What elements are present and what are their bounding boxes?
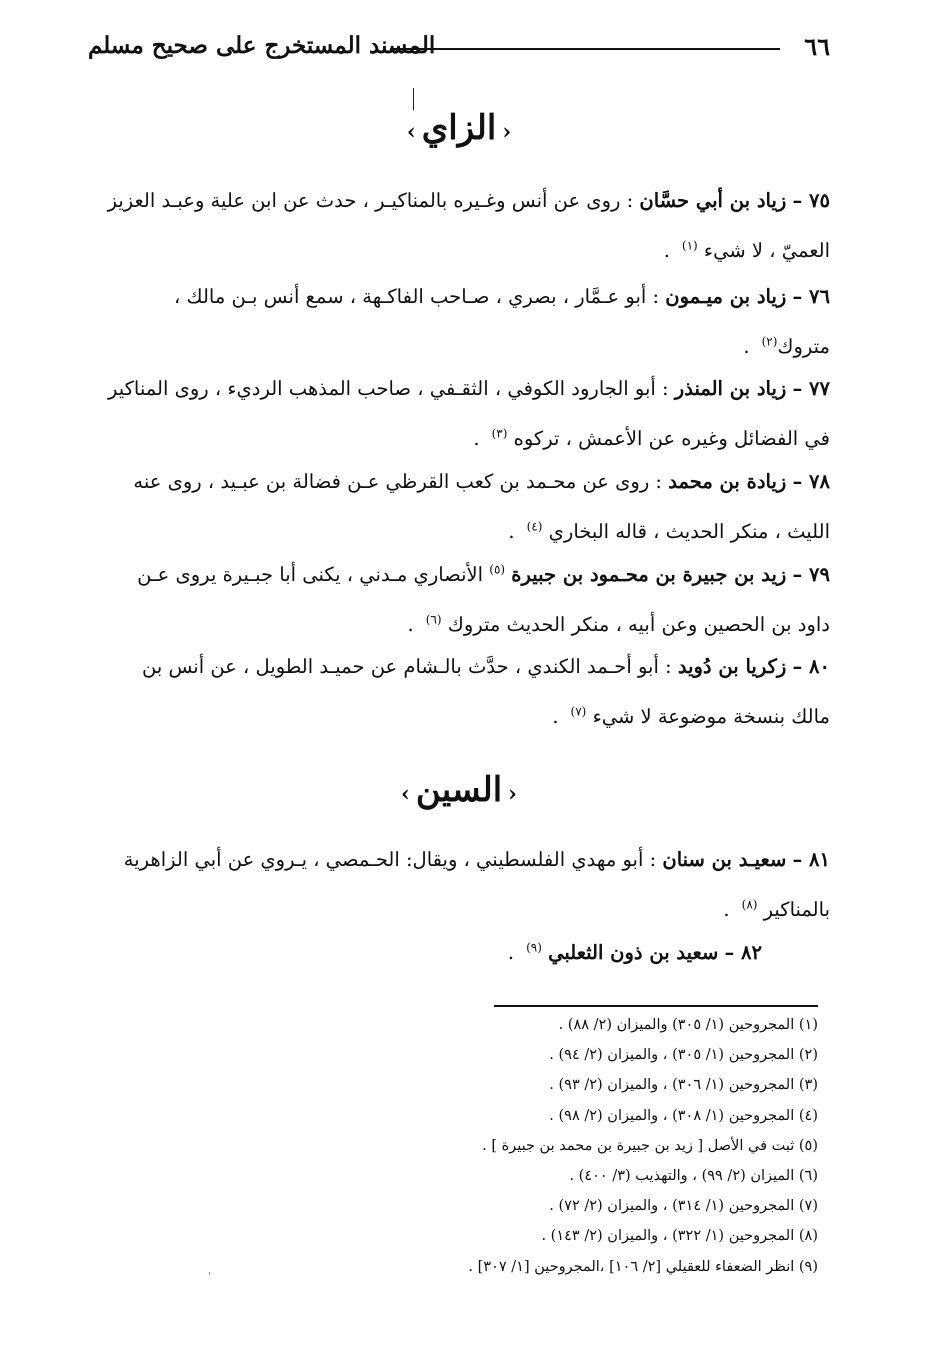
- footnote-line: (٧) المجروحين (١/ ٣١٤) ، والميزان (٢/ ٧٢) .: [549, 1198, 818, 1215]
- footnote-ref: (١): [681, 238, 698, 253]
- title-close-mark: ›: [401, 781, 410, 807]
- entry-78: [88, 457, 830, 557]
- entry-name: زياد بن أبي حسَّان: [639, 189, 787, 212]
- entry-end: .: [507, 941, 515, 964]
- footnote-line: (٨) المجروحين (١/ ٣٢٢) ، والميزان (٢/ ١٤٣) .: [541, 1228, 818, 1245]
- section-title-text: السين: [415, 770, 503, 810]
- entry-name: زياد بن ميـمون: [665, 285, 787, 308]
- footnote-rule: [494, 1005, 818, 1007]
- entry-text: : أبو عـمَّار ، بصري ، صـاحب الفاكـهة ، سمع أنس بـن مالك ،: [174, 285, 660, 308]
- entry-text: داود بن الحصين وعن أبيه ، منكر الحديث متروك: [447, 613, 830, 636]
- entry-text: : أبو أحـمد الكندي ، حدَّث بالـشام عن حميـد الطويل ، عن أنس بن: [141, 655, 672, 678]
- footnote-line: (١) المجروحين (١/ ٣٠٥) والميزان (٢/ ٨٨) .: [558, 1017, 818, 1033]
- footnote-line: (٢) المجروحين (١/ ٣٠٥) ، والميزان (٢/ ٩٤) .: [549, 1047, 818, 1064]
- footnote-ref: (٥): [489, 562, 506, 577]
- footnote-line: (٤) المجروحين (١/ ٣٠٨) ، والميزان (٢/ ٩٨) .: [549, 1107, 818, 1124]
- entry-text: : روى عن محـمد بن كعب القرظي عـن فضالة بن عبـيد ، روى عنه: [133, 470, 663, 493]
- entry-number: ٨٠ –: [792, 655, 830, 678]
- footnote-ref: (٨): [741, 897, 758, 912]
- section-title-zay: [88, 108, 830, 148]
- footnote-line: (٦) الميزان (٢/ ٩٩) ، والتهذيب (٣/ ٤٠٠) .: [569, 1168, 818, 1185]
- entry-number: ٧٦ –: [792, 285, 830, 308]
- footnote-ref: (٧): [570, 704, 587, 719]
- book-title: المسند المستخرج على صحيح مسلم: [88, 32, 436, 59]
- entry-text: في الفضائل وغيره عن الأعمش ، تركوه: [513, 427, 830, 450]
- entry-75: [88, 176, 830, 276]
- title-open-mark: ‹: [508, 781, 517, 807]
- footnote-ref: (٣): [491, 426, 508, 441]
- entry-number: ٧٨ –: [792, 470, 830, 493]
- title-open-mark: ‹: [502, 119, 512, 145]
- entry-end: .: [723, 898, 730, 921]
- entry-number: ٧٩ –: [792, 563, 830, 586]
- entry-end: .: [552, 705, 559, 728]
- page-number: ٦٦: [804, 32, 830, 61]
- entry-81: [88, 835, 830, 935]
- entry-79: [88, 550, 830, 650]
- scan-mark: [413, 88, 414, 110]
- entry-text: : أبو مهدي الفلسطيني ، ويقال: الحـمصي ، يـروي عن أبي الزاهرية: [123, 848, 657, 871]
- footnote-ref: (٦): [425, 612, 442, 627]
- footnote-ref: (٩): [526, 940, 542, 955]
- entry-text: الأنصاري مـدني ، يكنى أبا جبـيرة يروى عـن: [137, 563, 484, 586]
- footnotes: [200, 1010, 818, 1282]
- entry-76: [88, 272, 830, 372]
- footnote-line: (٣) المجروحين (١/ ٣٠٦) ، والميزان (٢/ ٩٣) .: [549, 1077, 818, 1094]
- footnote-ref: (٤): [526, 519, 543, 534]
- entry-name: زيد بن جبيرة بن محـمود بن جبيرة: [511, 563, 787, 586]
- title-close-mark: ›: [406, 119, 416, 145]
- entry-name: سعيـد بن سنان: [662, 848, 787, 871]
- entry-end: .: [508, 520, 515, 543]
- entry-text: بالمناكير: [763, 898, 830, 921]
- entry-82: [88, 928, 762, 978]
- footnote-line: (٩) انظر الضعفاء للعقيلي [٢/ ١٠٦] ،المجروحين [١/ ٣٠٧] .: [468, 1258, 818, 1275]
- scan-speck: [209, 1272, 210, 1275]
- entry-name: زياد بن المنذر: [674, 377, 787, 400]
- entry-name: زيادة بن محمد: [668, 470, 787, 493]
- entry-name: زكريا بن دُويد: [677, 655, 787, 678]
- entry-text: : روى عن أنس وغـيره بالمناكيـر ، حدث عن ابن علية وعبـد العزيز: [107, 189, 634, 212]
- section-title-seen: [88, 770, 830, 810]
- entry-number: ٧٥ –: [792, 189, 830, 212]
- entry-name: سعيد بن ذون الثعلبي: [548, 941, 719, 964]
- entry-text: متروك: [777, 335, 830, 358]
- entry-end: .: [743, 335, 750, 358]
- entry-end: .: [473, 427, 480, 450]
- entry-number: ٨١ –: [792, 848, 830, 871]
- entry-end: .: [663, 239, 670, 262]
- entry-text: مالك بنسخة موضوعة لا شيء: [592, 705, 830, 728]
- running-header: [88, 30, 830, 70]
- entry-80: [88, 642, 830, 742]
- entry-text: الليث ، منكر الحديث ، قاله البخاري: [548, 520, 830, 543]
- entry-text: العميّ ، لا شيء: [703, 239, 830, 262]
- header-rule: [390, 48, 780, 50]
- entry-number: ٨٢ –: [724, 941, 762, 964]
- entry-text: : أبو الجارود الكوفي ، الثقـفي ، صاحب المذهب الرديء ، روى المناكير: [108, 377, 669, 400]
- footnote-ref: (٢): [761, 334, 778, 349]
- entry-end: .: [407, 613, 414, 636]
- entry-number: ٧٧ –: [792, 377, 830, 400]
- entry-77: [88, 364, 830, 464]
- footnote-line: (٥) ثبت في الأصل [ زيد بن جبيرة بن محمد بن جبيرة ] .: [482, 1137, 818, 1154]
- section-title-text: الزاي: [421, 108, 497, 148]
